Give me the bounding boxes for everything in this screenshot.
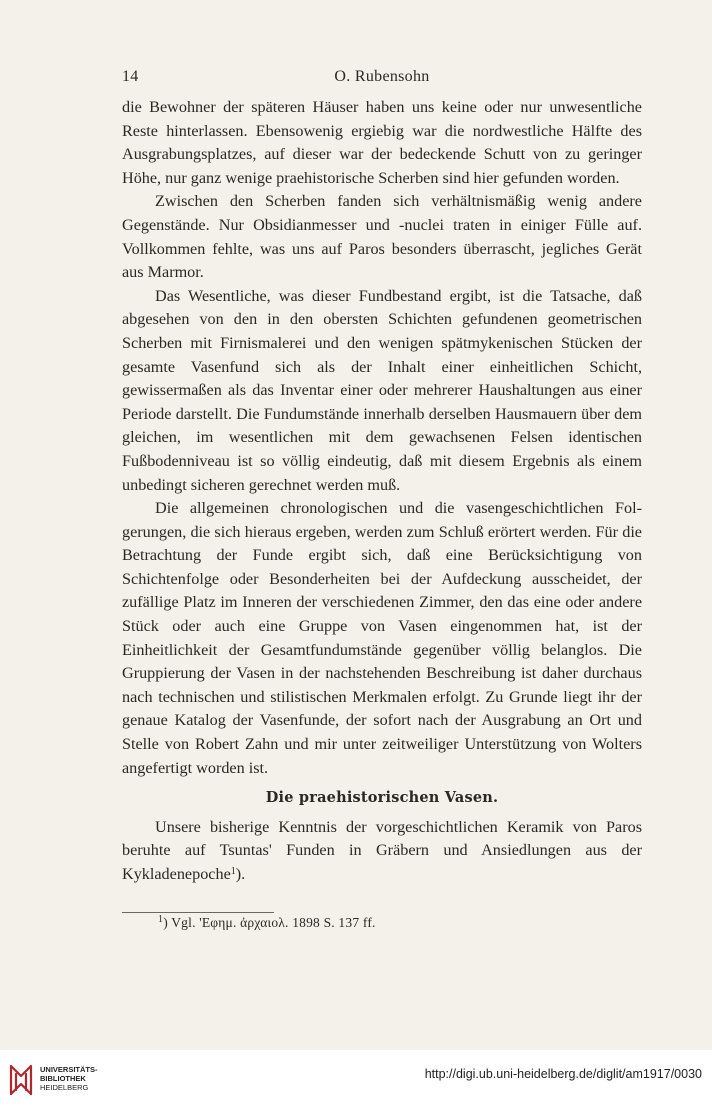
page-header	[122, 68, 642, 90]
footer-bar	[0, 1050, 712, 1107]
paragraph-3: Das Wesentliche, was dieser Fundbestand ergibt, ist die Tatsache, daß abgesehen von den in den obersten Schichten gefundenen geometrischen Scherben mit Firnismalerei und den wenigen spätmykenischen Stücken der gesamte Vasenfund sich als der Inhalt einer einheitlichen Schicht, gewissermaßen als das Inventar einer oder mehrerer Haushaltungen aus einer Periode darstellt. Die Fundumstände innerhalb derselben Hausmauern über dem gleichen, im wesentlichen mit dem gewachsenen Felsen identischen Fußbodenniveau ist so völlig eindeutig, daß mit diesem Ergebnis als einem unbedingt sicheren gerechnet werden muß.	[122, 286, 642, 494]
source-url[interactable]: http://digi.ub.uni-heidelberg.de/diglit/am1917/0030	[424, 1067, 702, 1081]
footnote-reference: 1	[230, 866, 236, 877]
section-heading: Die praehistorischen Vasen.	[265, 789, 499, 807]
paragraph-1: die Bewohner der späteren Häuser haben uns keine oder nur unwesentliche Reste hinterlassen. Ebensowenig ergiebig war die nordwestliche Hälfte des Ausgrabungsplatzes, auf dieser war der bedeckende Schutt von zu geringer Höhe, nur ganz wenige praehistorische Scherben sind hier gefunden worden.	[122, 98, 642, 187]
university-library-logo-icon	[8, 1060, 34, 1098]
paragraph-2: Zwischen den Scherben fanden sich verhältnismäßig wenig andere Gegenstände. Nur Obsidianmesser und -nuclei traten in einiger Fülle auf. Vollkommen fehlte, was uns auf Paros besonders überrascht, jegliches Gerät aus Marmor.	[122, 192, 642, 282]
paragraph-5	[122, 816, 642, 887]
library-name	[40, 1065, 98, 1092]
library-name-line-3: HEIDELBERG	[40, 1083, 89, 1092]
footnote	[158, 915, 376, 931]
body-text	[122, 96, 642, 887]
running-head: O. Rubensohn	[334, 68, 430, 85]
footnote-divider	[122, 912, 274, 913]
library-name-line-2: BIBLIOTHEK	[40, 1074, 86, 1083]
footnote-text: ) Vgl. 'Εφημ. ἀρχαιολ. 1898 S. 137 ff.	[163, 915, 376, 930]
page-number: 14	[122, 68, 139, 85]
paragraph-4: Die allgemeinen chronologischen und die vasengeschichtlichen Folgerungen, die sich hieraus ergeben, werden zum Schluß erörtert werden. Für die Betrachtung der Funde ergibt sich, daß eine Berücksichtigung von Schichtenfolge oder Besonderheiten bei der Aufdeckung ausscheidet, der zufällige Platz im Inneren der verschiedenen Zimmer, den das eine oder andere Stück oder auch eine Gruppe von Vasen eingenommen hat, ist der Einheitlichkeit der Gesamtfundumstände gegenüber völlig belanglos. Die Gruppierung der Vasen in der nachstehenden Beschreibung ist daher durchaus nach technischen und stilistischen Merkmalen erfolgt. Zu Grunde liegt ihr der genaue Katalog der Vasenfunde, der sofort nach der Ausgrabung an Ort und Stelle von Robert Zahn und mir unter zeitweiliger Unterstützung von Wolters angefertigt worden ist.	[122, 499, 642, 777]
footnote-marker: 1	[158, 914, 164, 925]
paragraph-5-text: Unsere bisherige Kenntnis der vorgeschichtlichen Keramik von Paros beruhte auf Tsuntas' Funden in Gräbern und Ansiedlungen aus der Kykladenepoche	[122, 817, 642, 883]
library-name-line-1: UNIVERSITÄTS-	[40, 1065, 98, 1074]
paragraph-5-end: ).	[235, 865, 246, 883]
